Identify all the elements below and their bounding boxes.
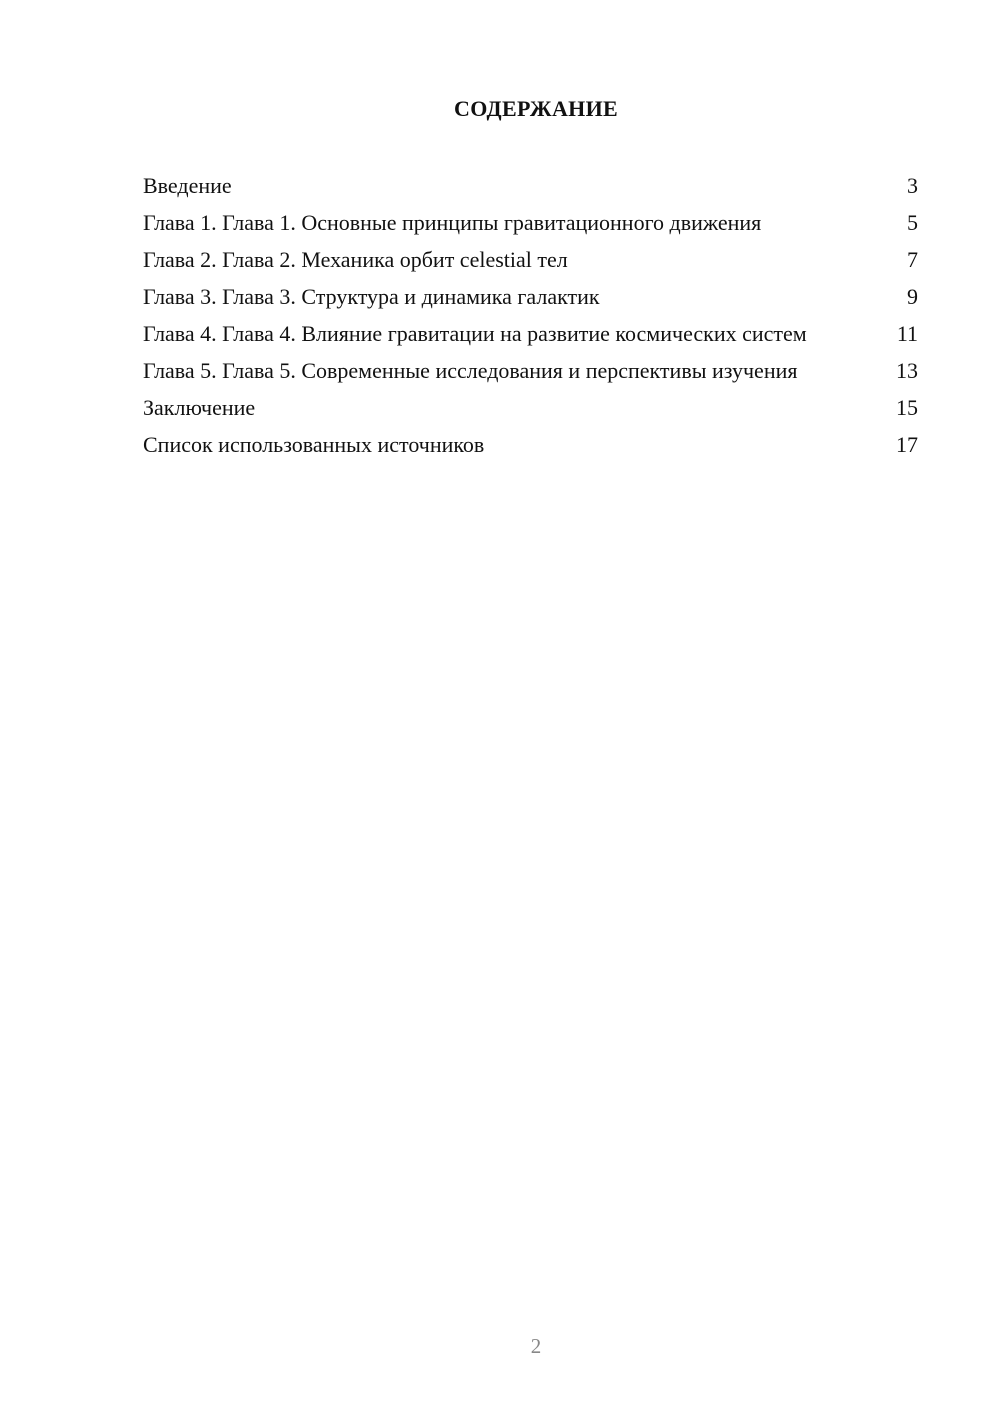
toc-item-label: Глава 3. Глава 3. Структура и динамика галактик bbox=[143, 284, 600, 309]
toc-item-page: 5 bbox=[907, 210, 918, 235]
toc-item-conclusion bbox=[143, 394, 918, 421]
toc-item-chapter-3 bbox=[143, 283, 918, 310]
toc-item-page: 17 bbox=[896, 432, 918, 457]
toc-item-page: 7 bbox=[907, 247, 918, 272]
toc-item-label: Глава 2. Глава 2. Механика орбит celestial тел bbox=[143, 247, 568, 272]
toc-item-page: 13 bbox=[896, 358, 918, 383]
toc-item-references bbox=[143, 431, 918, 458]
toc-item-introduction bbox=[143, 172, 918, 199]
table-of-contents bbox=[143, 172, 918, 468]
toc-item-chapter-5 bbox=[143, 357, 918, 384]
toc-item-page: 9 bbox=[907, 284, 918, 309]
toc-item-page: 11 bbox=[896, 321, 918, 346]
page-number: 2 bbox=[530, 1334, 542, 1358]
toc-item-chapter-1 bbox=[143, 209, 918, 236]
toc-title: СОДЕРЖАНИЕ bbox=[454, 96, 618, 121]
toc-item-chapter-4 bbox=[143, 320, 918, 347]
toc-item-label: Введение bbox=[143, 173, 232, 198]
toc-item-label: Заключение bbox=[143, 395, 256, 420]
toc-item-page: 15 bbox=[896, 395, 918, 420]
toc-item-label: Список использованных источников bbox=[143, 432, 485, 457]
toc-item-label: Глава 5. Глава 5. Современные исследования и перспективы изучения bbox=[143, 358, 798, 383]
toc-item-page: 3 bbox=[907, 173, 918, 198]
toc-item-label: Глава 1. Глава 1. Основные принципы гравитационного движения bbox=[143, 210, 762, 235]
toc-item-chapter-2 bbox=[143, 246, 918, 273]
toc-item-label: Глава 4. Глава 4. Влияние гравитации на развитие космических систем bbox=[143, 321, 807, 346]
